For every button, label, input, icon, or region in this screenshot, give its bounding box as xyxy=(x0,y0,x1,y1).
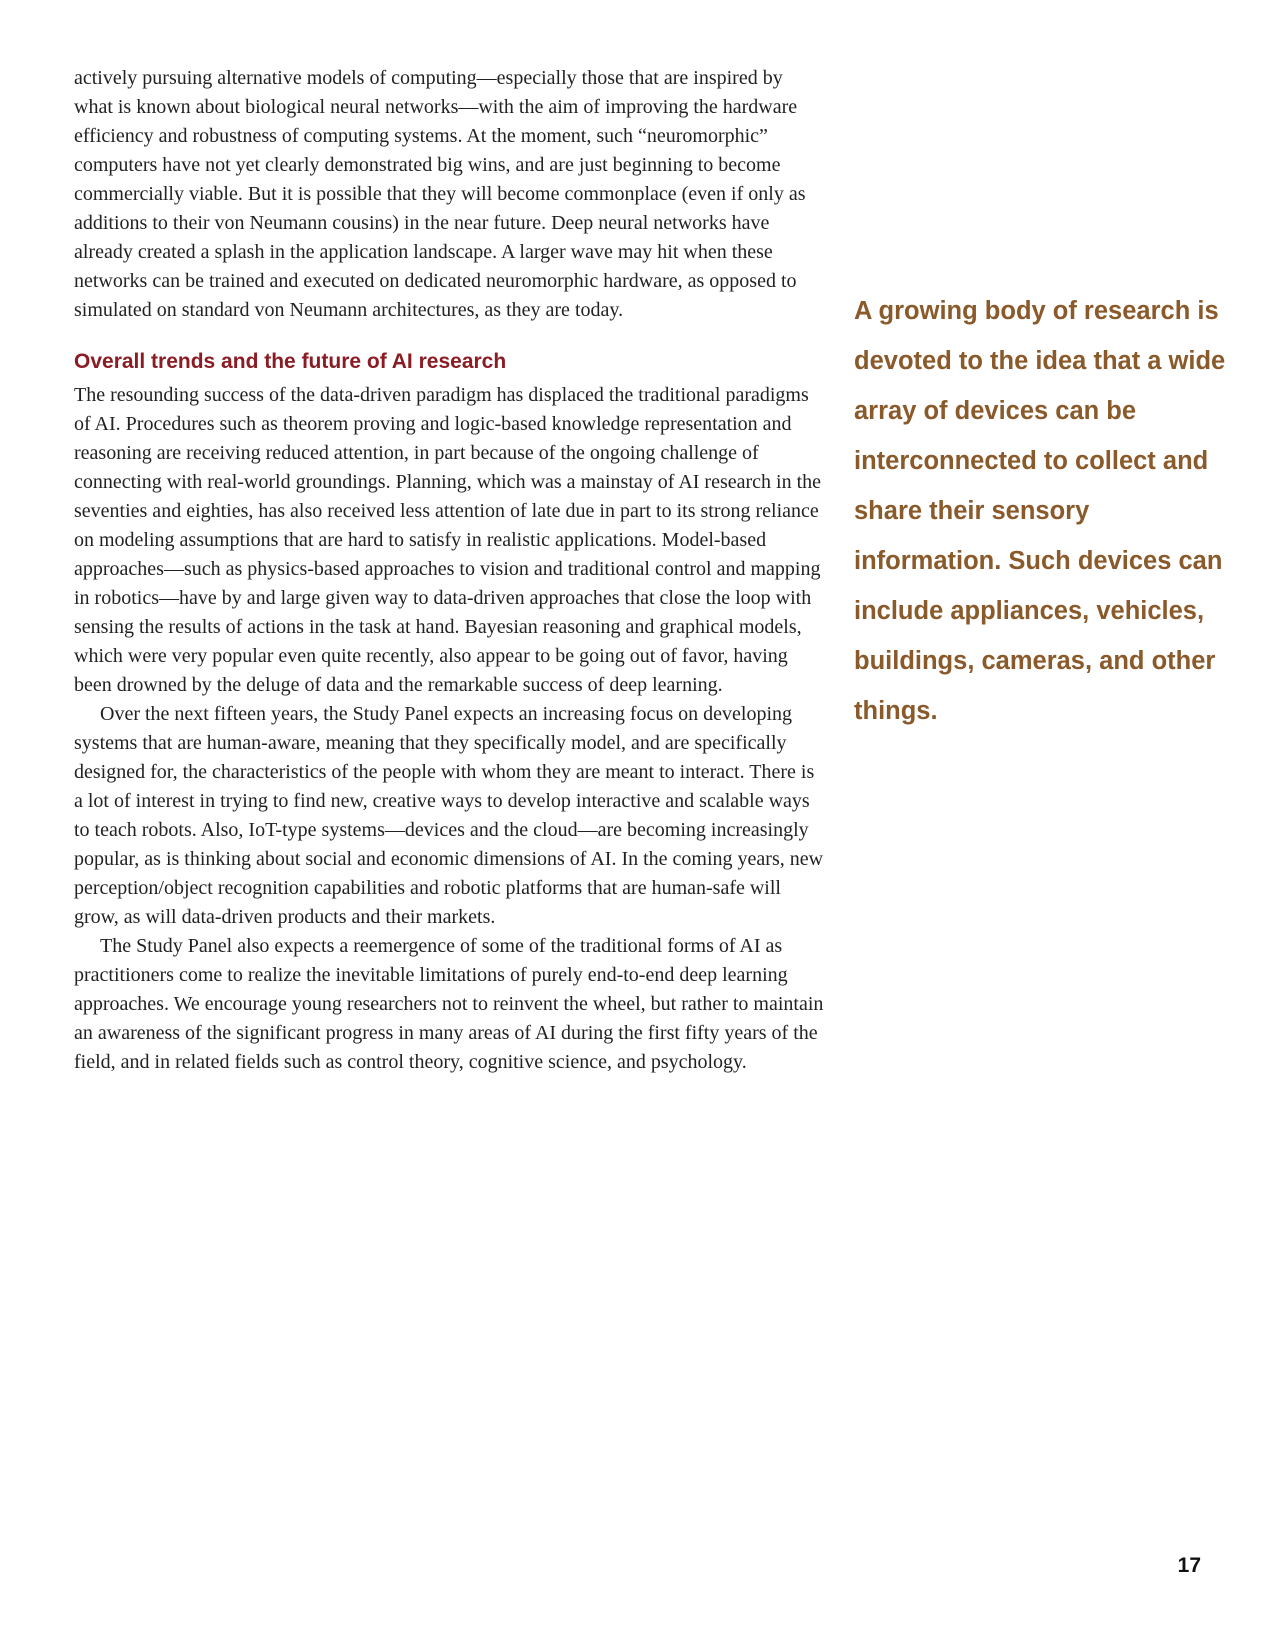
section-heading: Overall trends and the future of AI research xyxy=(74,350,507,373)
paragraph-data-driven-paradigm: The resounding success of the data-driven paradigm has displaced the traditional paradigms of AI. Procedures such as theorem proving and logic-based knowledge representation and reasoning are receiving reduced attention, in part because of the ongoing challenge of connecting with real-world groundings. Planning, which was a mainstay of AI research in the seventies and eighties, has also received less attention of late due in part to its strong reliance on modeling assumptions that are hard to satisfy in realistic applications. Model-based approaches—such as physics-based approaches to vision and traditional control and mapping in robotics—have by and large given way to data-driven approaches that close the loop with sensing the results of actions in the task at hand. Bayesian reasoning and graphical models, which were very popular even quite recently, also appear to be going out of favor, having been drowned by the deluge of data and the remarkable success of deep learning. xyxy=(74,384,822,696)
main-text-column xyxy=(74,64,824,1077)
paragraph-traditional-ai-reemergence: The Study Panel also expects a reemergence of some of the traditional forms of AI as practitioners come to realize the inevitable limitations of purely end-to-end deep learning approaches. We encourage young researchers not to reinvent the wheel, but rather to maintain an awareness of the significant progress in many areas of AI during the first fifty years of the field, and in related fields such as control theory, cognitive science, and psychology. xyxy=(74,935,824,1073)
paragraph-human-aware-systems: Over the next fifteen years, the Study Panel expects an increasing focus on developing systems that are human-aware, meaning that they specifically model, and are specifically designed for, the characteristics of the people with whom they are meant to interact. There is a lot of interest in trying to find new, creative ways to develop interactive and scalable ways to teach robots. Also, IoT-type systems—devices and the cloud—are becoming increasingly popular, as is thinking about social and economic dimensions of AI. In the coming years, new perception/object recognition capabilities and robotic platforms that are human-safe will grow, as will data-driven products and their markets. xyxy=(74,703,824,928)
page-number: 17 xyxy=(1177,1554,1201,1577)
pull-quote: A growing body of research is devoted to the idea that a wide array of devices can be interconnected to collect and share their sensory information. Such devices can include appliances, vehicles, buildings, cameras, and other things. xyxy=(854,297,1226,725)
paragraph-neuromorphic: actively pursuing alternative models of computing—especially those that are inspired by what is known about biological neural networks—with the aim of improving the hardware efficiency and robustness of computing systems. At the moment, such “neuromorphic” computers have not yet clearly demonstrated big wins, and are just beginning to become commercially viable. But it is possible that they will become commonplace (even if only as additions to their von Neumann cousins) in the near future. Deep neural networks have already created a splash in the application landscape. A larger wave may hit when these networks can be trained and executed on dedicated neuromorphic hardware, as opposed to simulated on standard von Neumann architectures, as they are today. xyxy=(74,67,806,321)
